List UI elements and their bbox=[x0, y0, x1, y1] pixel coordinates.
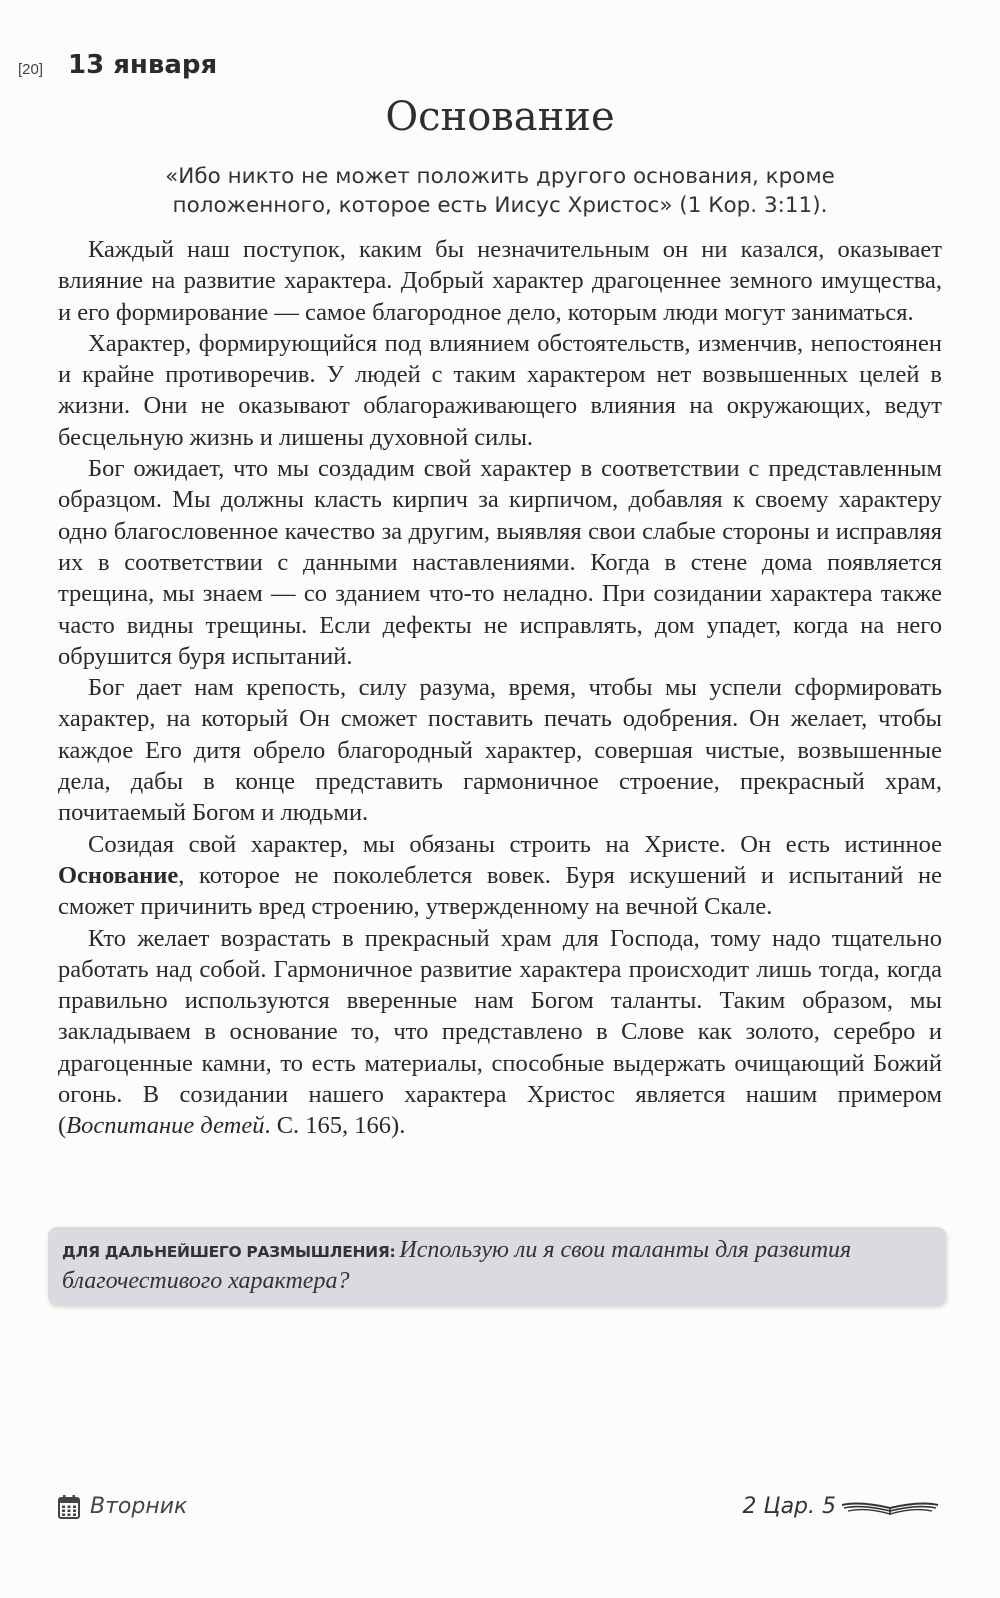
paragraph-6 bbox=[58, 923, 942, 1142]
bible-reading: 2 Цар. 5 bbox=[742, 1494, 836, 1519]
weekday: Вторник bbox=[90, 1494, 188, 1519]
reflection-question: Использую ли я свои таланты для развития благочестивого характера? bbox=[62, 1237, 852, 1294]
footer-weekday bbox=[58, 1494, 187, 1519]
epigraph-line-1: «Ибо никто не может положить другого основания, кроме bbox=[165, 164, 835, 189]
page-number: [20] bbox=[18, 61, 44, 78]
body-text bbox=[58, 234, 942, 1142]
paragraph-1: Каждый наш поступок, каким бы незначительным он ни казался, оказывает влияние на развитие характера. Добрый характер драгоценнее земного имущества, и его формирование — самое благородное дело, которым люди могут заниматься. bbox=[58, 236, 942, 326]
footer-reading bbox=[743, 1494, 941, 1519]
open-book-icon bbox=[840, 1496, 940, 1518]
paragraph-5 bbox=[58, 829, 942, 923]
paragraph-2: Характер, формирующийся под влиянием обстоятельств, изменчив, непостоянен и крайне противоречив. У людей с таким характером нет возвышенных целей в жизни. Они не оказывают облагораживающего влияния на окружающих, ведут бесцельную жизнь и лишены духовной силы. bbox=[58, 329, 942, 451]
reflection-box bbox=[48, 1227, 946, 1305]
page-title: Основание bbox=[385, 94, 615, 140]
reference-title: Воспитание детей bbox=[66, 1112, 265, 1140]
epigraph bbox=[80, 162, 920, 220]
paragraph-5-bold: Основание bbox=[58, 861, 179, 889]
calendar-icon bbox=[58, 1495, 80, 1519]
reference-pages: . С. 165, 166). bbox=[264, 1112, 406, 1140]
reflection-label: ДЛЯ ДАЛЬНЕЙШЕГО РАЗМЫШЛЕНИЯ: bbox=[62, 1243, 396, 1261]
paragraph-3: Бог ожидает, что мы создадим свой характер в соответствии с представленным образцом. Мы должны класть кирпич за кирпичом, добавляя к своему характеру одно благословенное качество за другим, выявляя свои слабые стороны и исправляя их в соответствии с данными наставлениями. Когда в стене дома появляется трещина, мы знаем — со зданием что-то неладно. При созидании характера также часто видны трещины. Если дефекты не исправлять, дом упадет, когда на него обрушится буря испытаний. bbox=[58, 455, 942, 670]
paragraph-4: Бог дает нам крепость, силу разума, время, чтобы мы успели сформировать характер, на который Он сможет поставить печать одобрения. Он желает, чтобы каждое Его дитя обрело благородный характер, совершая чистые, возвышенные дела, дабы в конце представить гармоничное строение, прекрасный храм, почитаемый Богом и людьми. bbox=[58, 674, 942, 827]
epigraph-line-2: положенного, которое есть Иисус Христос» (1 Кор. 3:11). bbox=[172, 193, 828, 218]
paragraph-6-start: Кто желает возрастать в прекрасный храм для Господа, тому надо тщательно работать над собой. Гармоничное развитие характера происходит лишь тогда, когда правильно используются вверенные нам Богом таланты. Таким образом, мы закладываем в основание то, что представлено в Слове как золото, серебро и драгоценные камни, то есть материалы, способные выдержать очищающий Божий огонь. В созидании нашего характера Христос является нашим примером ( bbox=[58, 924, 942, 1140]
paragraph-5-end: , которое не поколеблется вовек. Буря искушений и испытаний не сможет причинить вред строению, утвержденному на вечной Скале. bbox=[58, 861, 942, 921]
paragraph-5-start: Созидая свой характер, мы обязаны строить на Христе. Он есть истинное bbox=[88, 830, 942, 858]
date-heading: 13 января bbox=[68, 50, 218, 80]
